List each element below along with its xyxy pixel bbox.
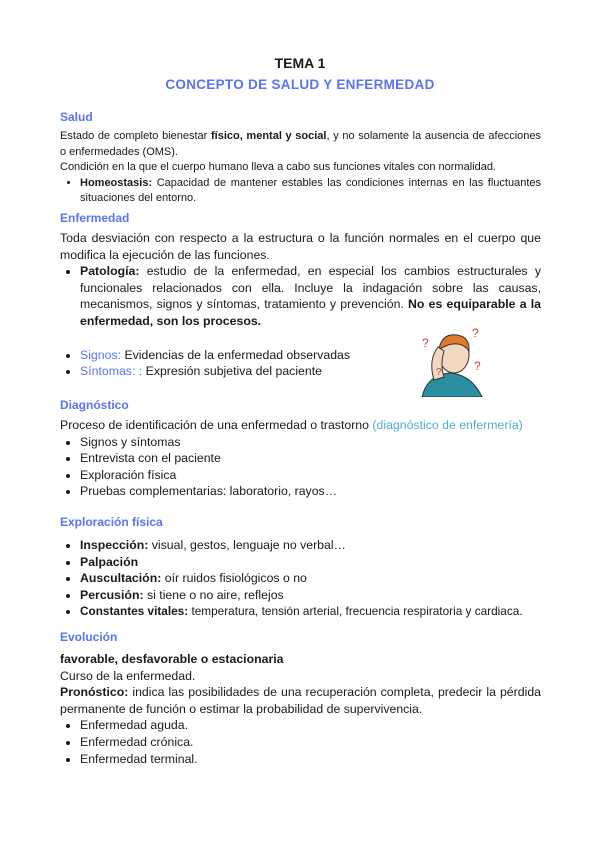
text: oír ruidos fisiológicos o no (161, 571, 307, 586)
diagnostico-list (60, 434, 541, 500)
doc-tema: TEMA 1 (274, 55, 326, 71)
doc-title: CONCEPTO DE SALUD Y ENFERMEDAD (165, 77, 435, 92)
evolucion-definition: Curso de la enfermedad. (60, 668, 196, 683)
term: Síntomas: : (80, 364, 143, 379)
evolucion-types (60, 651, 541, 668)
text: Proceso de identificación de una enfermedad o trastorno (60, 418, 373, 432)
bold-text: No es equiparable a la enfermedad, son los procesos. (80, 297, 541, 328)
text: visual, gestos, lenguaje no verbal… (148, 538, 346, 552)
term: Patología: (80, 264, 140, 279)
list-item (80, 603, 541, 620)
term: Inspección: (80, 538, 149, 552)
diagnostico-definition (60, 417, 541, 434)
term: Percusión: (80, 587, 144, 602)
section-salud (60, 110, 541, 207)
term: Auscultación: (80, 571, 162, 586)
text: indica las posibilidades de una recuperación completa, predecir la pérdida permanente de función o estimar la probabilidad de supervivencia. (60, 685, 541, 716)
evolucion-list (60, 717, 541, 767)
list-item (80, 554, 541, 571)
heading-evolucion: Evolución (60, 630, 118, 644)
pronostico-definition (60, 684, 541, 717)
salud-condition: Condición en la que el cuerpo humano lleva a cabo sus funciones vitales con normalidad. (60, 161, 496, 173)
question-mark-icon: ? (474, 359, 481, 373)
list-item (80, 537, 541, 554)
term: Pronóstico: (60, 685, 129, 700)
question-mark-icon: ? (436, 367, 442, 378)
text: estudio de la enfermedad, en especial los cambios estructurales y funcionales relacionados con ella. Incluye la indagación sobre las causas, mecanismos, signos y síntomas, tratamiento y prevención. (80, 264, 541, 312)
confused-person-illustration (412, 325, 497, 397)
salud-list (60, 176, 541, 207)
section-diagnostico (60, 398, 541, 500)
list-item: • Signos y síntomas (80, 434, 541, 451)
salud-definition (60, 129, 541, 160)
question-mark-icon: ? (472, 326, 479, 340)
question-mark-icon: ? (422, 336, 429, 350)
list-item: • Exploración física (80, 467, 541, 484)
list-item: • Enfermedad terminal. (80, 751, 541, 768)
list-item (80, 176, 541, 207)
bold-text: físico, mental y social (210, 130, 327, 142)
heading-diagnostico: Diagnóstico (60, 398, 129, 412)
list-item: • Entrevista con el paciente (80, 450, 541, 467)
term: Palpación (80, 554, 139, 569)
text: Estado de completo bienestar (60, 130, 211, 142)
heading-exploracion: Exploración física (60, 515, 163, 529)
bold-text: favorable, desfavorable o estacionaria (60, 652, 284, 666)
text: Evidencias de la enfermedad observadas (121, 347, 351, 362)
text: Capacidad de mantener estables las condiciones internas en las fluctuantes situaciones del entorno. (80, 176, 541, 204)
section-exploracion (60, 515, 541, 620)
text: , y no solamente la ausencia de afecciones o enfermedades (OMS). (60, 130, 542, 158)
text: si tiene o no aire, reflejos (143, 587, 284, 602)
term: Homeostasis: (80, 176, 153, 189)
list-item: • Enfermedad aguda. (80, 717, 541, 734)
exploracion-list (60, 537, 541, 620)
section-evolucion (60, 630, 541, 767)
list-item: • Pruebas complementarias: laboratorio, rayos… (80, 483, 541, 500)
list-item (80, 587, 541, 604)
heading-salud: Salud (60, 110, 93, 124)
term: Constantes vitales: (80, 604, 189, 619)
text: Expresión subjetiva del paciente (142, 364, 322, 379)
heading-enfermedad: Enfermedad (60, 211, 130, 225)
enfermedad-definition: Toda desviación con respecto a la estructura o la función normales en el cuerpo que modifica la ejecución de las funciones. (60, 231, 541, 262)
list-item (80, 570, 541, 587)
enfermedad-list (60, 263, 541, 329)
term: Signos: (80, 347, 122, 362)
list-item (80, 263, 541, 329)
list-item: • Enfermedad crónica. (80, 734, 541, 751)
text: temperatura, tensión arterial, frecuencia respiratoria y cardiaca. (188, 604, 523, 619)
note-text: (diagnóstico de enfermería) (372, 418, 523, 432)
